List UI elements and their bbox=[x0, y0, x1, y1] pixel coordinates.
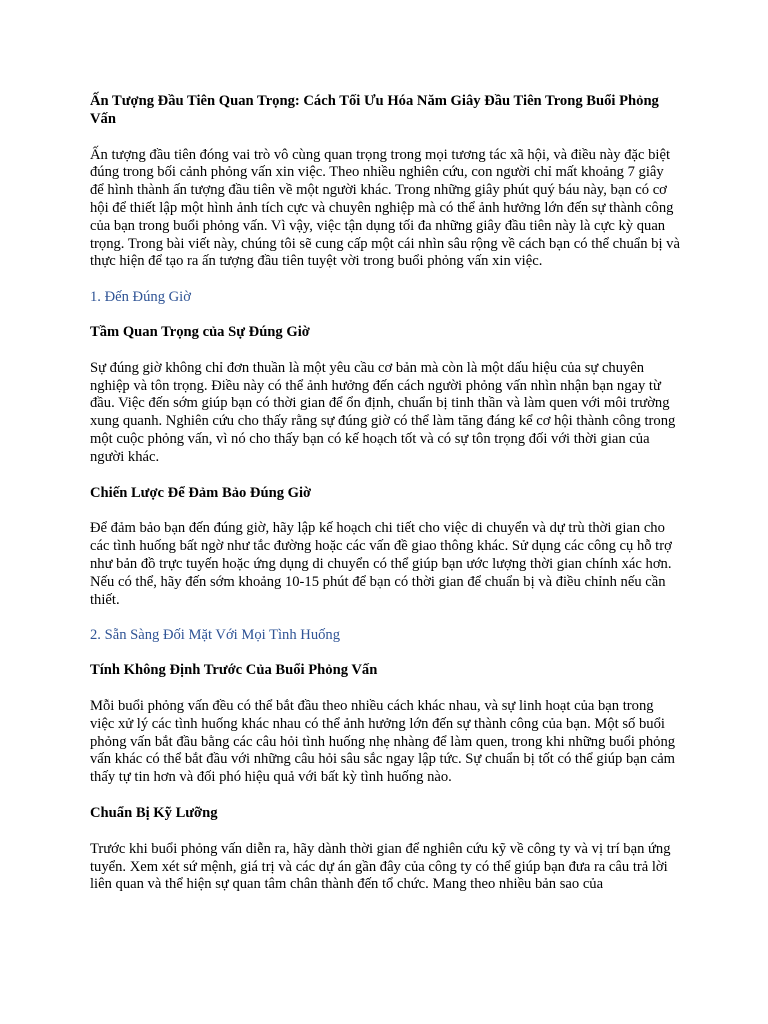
document-page bbox=[90, 93, 680, 912]
subsection-heading-1-2: Chiến Lược Để Đảm Bảo Đúng Giờ bbox=[90, 484, 312, 501]
subsection-heading-2-1: Tính Không Định Trước Của Buổi Phỏng Vấn bbox=[90, 662, 378, 679]
section-heading-2: 2. Sẵn Sàng Đối Mặt Với Mọi Tình Huống bbox=[90, 627, 341, 644]
intro-paragraph: Ấn tượng đầu tiên đóng vai trò vô cùng quan trọng trong mọi tương tác xã hội, và điều này đặc biệt đúng trong bối cảnh phỏng vấn xin việc. Theo nhiều nghiên cứu, con người chỉ mất khoảng 7 giây để hình thành ấn tượng đầu tiên về một người khác. Trong những giây phút quý báu này, bạn có cơ hội để thiết lập một hình ảnh tích cực và chuyên nghiệp mà có thể ảnh hưởng lớn đến sự thành công của bạn trong buổi phỏng vấn. Vì vậy, việc tận dụng tối đa những giây đầu tiên này là cực kỳ quan trọng. Trong bài viết này, chúng tôi sẽ cung cấp một cái nhìn sâu rộng về cách bạn có thể chuẩn bị và thực hiện để tạo ra ấn tượng đầu tiên tuyệt vời trong buổi phỏng vấn xin việc. bbox=[90, 146, 680, 270]
subsection-body-1-1: Sự đúng giờ không chỉ đơn thuần là một yêu cầu cơ bản mà còn là một dấu hiệu của sự chuyên nghiệp và tôn trọng. Điều này có thể ảnh hưởng đến cách người phỏng vấn nhìn nhận bạn ngay từ đầu. Việc đến sớm giúp bạn có thời gian để ổn định, chuẩn bị tinh thần và làm quen với môi trường xung quanh. Nghiên cứu cho thấy rằng sự đúng giờ có thể làm tăng đáng kể cơ hội thành công trong một cuộc phỏng vấn, vì nó cho thấy bạn có kế hoạch tốt và có sự tôn trọng đối với thời gian của người khác. bbox=[90, 359, 676, 465]
subsection-heading-1-1: Tầm Quan Trọng của Sự Đúng Giờ bbox=[90, 323, 310, 340]
subsection-heading-2-2: Chuẩn Bị Kỹ Lưỡng bbox=[90, 804, 218, 821]
subsection-body-2-1: Mỗi buổi phỏng vấn đều có thể bắt đầu theo nhiều cách khác nhau, và sự linh hoạt của bạn trong việc xử lý các tình huống khác nhau có thể ảnh hưởng lớn đến sự thành công của bạn. Một số buổi phỏng vấn bắt đầu bằng các câu hỏi tình huống nhẹ nhàng để làm quen, trong khi những buổi phỏng vấn khác có thể bắt đầu với những câu hỏi sâu sắc ngay lập tức. Sự chuẩn bị tốt có thể giúp bạn cảm thấy tự tin hơn và đối phó hiệu quả với bất kỳ tình huống nào. bbox=[90, 697, 676, 786]
document-title: Ấn Tượng Đầu Tiên Quan Trọng: Cách Tối Ưu Hóa Năm Giây Đầu Tiên Trong Buổi Phỏng Vấn bbox=[90, 93, 659, 127]
section-heading-1: 1. Đến Đúng Giờ bbox=[90, 289, 191, 306]
subsection-body-1-2: Để đảm bảo bạn đến đúng giờ, hãy lập kế hoạch chi tiết cho việc di chuyển và dự trù thời gian cho các tình huống bất ngờ như tắc đường hoặc các vấn đề giao thông khác. Sử dụng các công cụ hỗ trợ như bản đồ trực tuyến hoặc ứng dụng di chuyển có thể giúp bạn ước lượng thời gian chính xác hơn. Nếu có thể, hãy đến sớm khoảng 10-15 phút để bạn có thời gian để chuẩn bị và điều chỉnh nếu cần thiết. bbox=[90, 520, 672, 608]
subsection-body-2-2: Trước khi buổi phỏng vấn diễn ra, hãy dành thời gian để nghiên cứu kỹ về công ty và vị trí bạn ứng tuyển. Xem xét sứ mệnh, giá trị và các dự án gần đây của công ty có thể giúp bạn đưa ra câu trả lời liên quan và thể hiện sự quan tâm chân thành đến tổ chức. Mang theo nhiều bản sao của bbox=[90, 840, 671, 893]
